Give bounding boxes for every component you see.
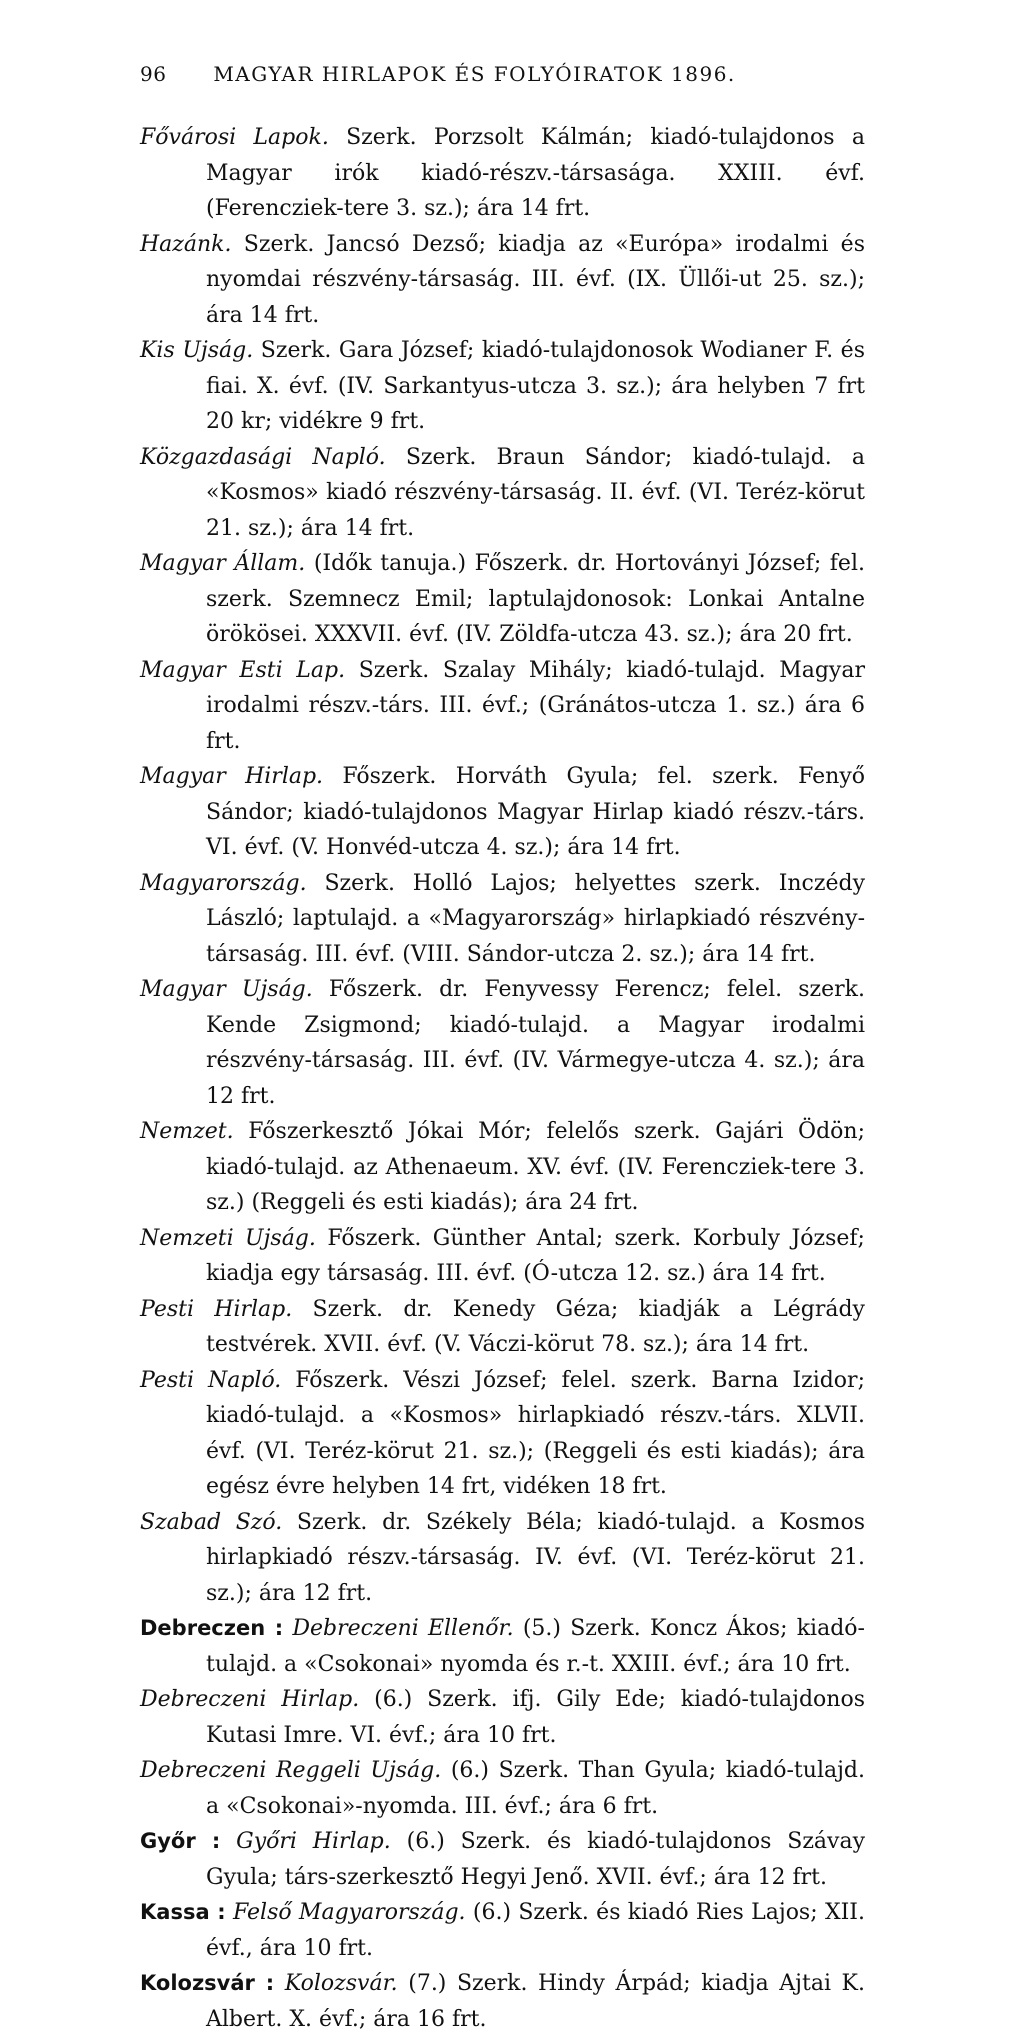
entry-title: Hazánk. <box>140 231 232 257</box>
entry-text: Főszerkesztő Jókai Mór; felelős szerk. Gajári Ödön; kiadó-tulajd. az Athenaeum. XV. évf. (IV. Ferencziek-tere 3. sz.) (Reggeli és esti kiadás); ára 24 frt. <box>206 1119 865 1215</box>
entry-title: Nemzeti Ujság. <box>140 1225 316 1251</box>
entry-title: Debreczeni Reggeli Ujság. <box>140 1758 442 1783</box>
entry-text: Szerk. dr. Székely Béla; kiadó-tulajd. a Kosmos hirlapkiadó részv.-társaság. IV. évf. (VI. Teréz-körut 21. sz.); ára 12 frt. <box>206 1509 865 1606</box>
city-name: Debreczen : <box>140 1616 284 1640</box>
entry-text: (7.) Szerk. Hindy Árpád; kiadja Ajtai K. Albert. X. évf.; ára 16 frt. <box>206 1971 865 2032</box>
list-item <box>140 1505 865 1612</box>
page-header <box>140 62 860 86</box>
entry-title: Nemzet. <box>140 1119 234 1144</box>
list-item <box>140 653 865 760</box>
list-item <box>140 1292 865 1363</box>
entry-title: Debreczeni Hirlap. <box>140 1687 360 1712</box>
city-name: Kolozsvár : <box>140 1971 275 1995</box>
entry-title: Pesti Napló. <box>140 1367 282 1393</box>
entry-text: (6.) Szerk. és kiadó-tulajdonos Szávay Gyula; társ-szerkesztő Hegyi Jenő. XVII. évf.; ára 12 frt. <box>206 1829 866 1890</box>
entry-title: Felső Magyarország. <box>232 1900 466 1925</box>
list-item <box>140 1682 865 1753</box>
entry-title: Kolozsvár. <box>284 1971 398 1996</box>
entry-text: Szerk. Porzsolt Kálmán; kiadó-tulajdonos a Magyar irók kiadó-részv.-társasága. XXIII. évf. (Ferencziek-tere 3. sz.); ára 14 frt. <box>206 125 865 221</box>
list-item <box>140 1966 865 2037</box>
entry-text: (6.) Szerk. ifj. Gily Ede; kiadó-tulajdonos Kutasi Imre. VI. évf.; ára 10 frt. <box>206 1687 865 1748</box>
list-item <box>140 1221 865 1292</box>
entry-title: Magyar Ujság. <box>140 977 313 1002</box>
entry-title: Magyar Hirlap. <box>140 764 324 789</box>
entry-text: (6.) Szerk. és kiadó Ries Lajos; XII. évf., ára 10 frt. <box>206 1900 865 1961</box>
running-title: MAGYAR HIRLAPOK ÉS FOLYÓIRATOK 1896. <box>213 62 736 86</box>
entry-title: Debreczeni Ellenőr. <box>292 1616 514 1641</box>
entry-title: Magyarország. <box>140 870 307 896</box>
list-item <box>140 866 865 973</box>
list-item <box>140 1895 865 1966</box>
entry-text: Főszerk. dr. Fenyvessy Ferencz; felel. szerk. Kende Zsigmond; kiadó-tulajd. a Magyar irodalmi részvény-társaság. III. évf. (IV. Vármegye-utcza 4. sz.); ára 12 frt. <box>206 977 865 1109</box>
list-item <box>140 759 865 866</box>
page-number: 96 <box>140 62 167 86</box>
entry-text: (Idők tanuja.) Főszerk. dr. Hortoványi József; fel. szerk. Szemnecz Emil; laptulajdonosok: Lonkai Antalne örökösei. XXXVII. évf. (IV. Zöldfa-utcza 43. sz.); ára 20 frt. <box>206 551 865 647</box>
entry-title: Fővárosi Lapok. <box>140 125 329 150</box>
entries-list <box>140 120 865 2037</box>
entry-text: Főszerk. Horváth Gyula; fel. szerk. Fenyő Sándor; kiadó-tulajdonos Magyar Hirlap kiadó részv.-társ. VI. évf. (V. Honvéd-utcza 4. sz.); ára 14 frt. <box>206 764 866 860</box>
entry-title: Magyar Állam. <box>140 551 306 576</box>
list-item <box>140 440 865 547</box>
entry-title: Kis Ujság. <box>140 338 254 363</box>
list-item <box>140 1114 865 1221</box>
entry-text: (5.) Szerk. Koncz Ákos; kiadó-tulajd. a «Csokonai» nyomda és r.-t. XXIII. évf.; ára 10 frt. <box>206 1616 865 1677</box>
entry-text: Főszerk. Vészi József; felel. szerk. Barna Izidor; kiadó-tulajd. a «Kosmos» hirlapkiadó részv.-társ. XLVII. évf. (VI. Teréz-körut 21. sz.); (Reggeli és esti kiadás); ára egész évre helyben 14 frt, vidéken 18 frt. <box>206 1367 865 1499</box>
entry-title: Szabad Szó. <box>140 1509 283 1535</box>
entry-text: Szerk. Braun Sándor; kiadó-tulajd. a «Kosmos» kiadó részvény-társaság. II. évf. (VI. Teréz-körut 21. sz.); ára 14 frt. <box>206 444 866 541</box>
city-name: Kassa : <box>140 1900 226 1924</box>
list-item <box>140 1611 865 1682</box>
entry-text: Főszerk. Günther Antal; szerk. Korbuly József; kiadja egy társaság. III. évf. (Ó-utcza 12. sz.) ára 14 frt. <box>206 1225 865 1286</box>
list-item <box>140 972 865 1114</box>
entry-text: Szerk. Holló Lajos; helyettes szerk. Inczédy László; laptulajd. a «Magyarország» hirlapkiadó részvény-társaság. III. évf. (VIII. Sándor-utcza 2. sz.); ára 14 frt. <box>206 870 865 967</box>
list-item <box>140 333 865 440</box>
entry-title: Pesti Hirlap. <box>140 1296 293 1322</box>
entry-text: Szerk. Szalay Mihály; kiadó-tulajd. Magyar irodalmi részv.-társ. III. évf.; (Gránátos-utcza 1. sz.) ára 6 frt. <box>206 657 865 754</box>
entry-text: Szerk. Jancsó Dezső; kiadja az «Európa» irodalmi és nyomdai részvény-társaság. III. évf. (IX. Üllői-ut 25. sz.); ára 14 frt. <box>206 231 865 328</box>
list-item <box>140 1824 865 1895</box>
city-name: Győr : <box>140 1829 221 1853</box>
entry-title: Közgazdasági Napló. <box>140 444 386 470</box>
entry-title: Győri Hirlap. <box>236 1829 391 1854</box>
list-item <box>140 1753 865 1824</box>
entry-title: Magyar Esti Lap. <box>140 657 346 683</box>
list-item <box>140 227 865 334</box>
list-item <box>140 1363 865 1505</box>
list-item <box>140 120 865 227</box>
entry-text: (6.) Szerk. Than Gyula; kiadó-tulajd. a «Csokonai»-nyomda. III. évf.; ára 6 frt. <box>206 1758 865 1819</box>
entry-text: Szerk. dr. Kenedy Géza; kiadják a Légrády testvérek. XVII. évf. (V. Váczi-körut 78. sz.); ára 14 frt. <box>206 1296 865 1357</box>
entry-text: Szerk. Gara József; kiadó-tulajdonosok Wodianer F. és fiai. X. évf. (IV. Sarkantyus-utcza 3. sz.); ára helyben 7 frt 20 kr; vidékre 9 frt. <box>206 338 865 434</box>
list-item <box>140 546 865 653</box>
